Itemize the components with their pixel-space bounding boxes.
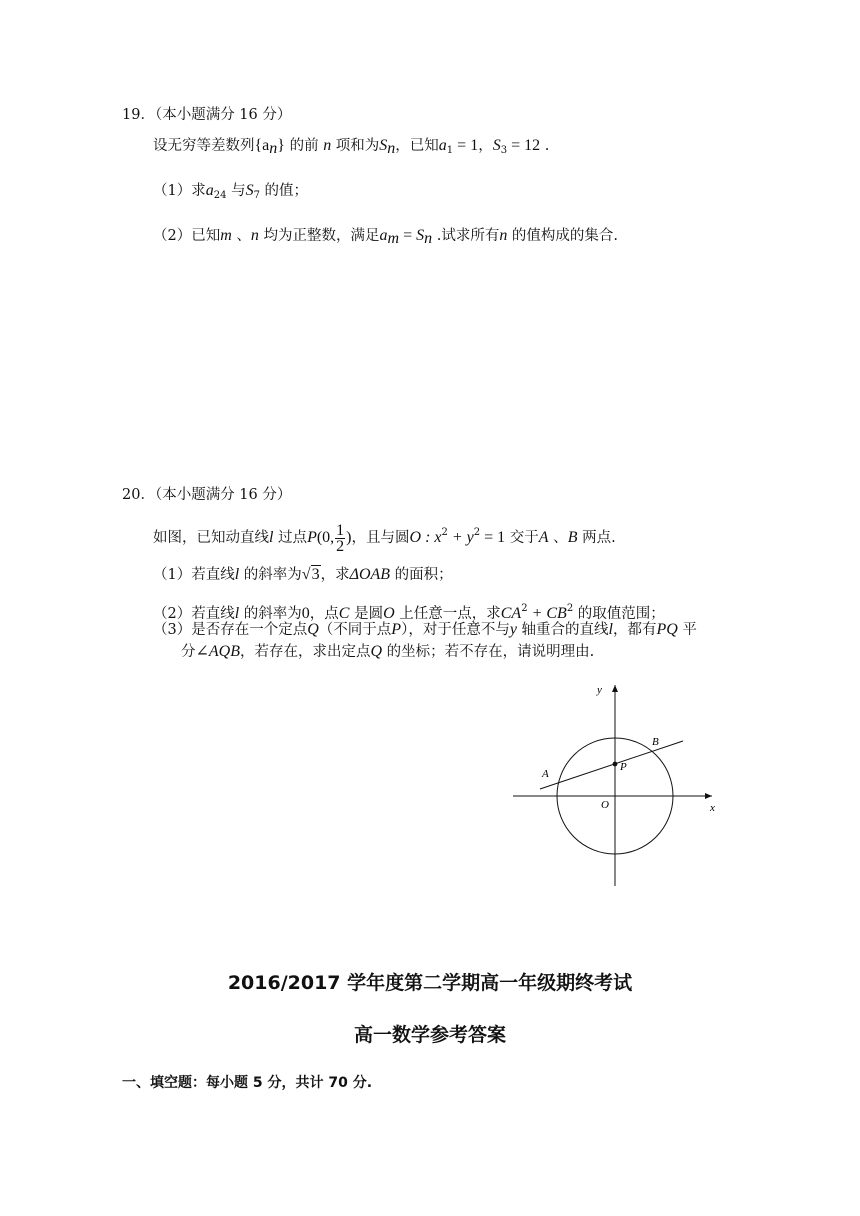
q19-part1: （1）求$a_{24}$ 与$S_7$ 的值；	[153, 182, 309, 201]
label-o: O	[601, 799, 609, 811]
q19-stem: 设无穷等差数列$\{a_n\}$ 的前 n 项和为$S_n$，已知$a_1 = 1$，$S_3 = 12$ .	[153, 137, 550, 157]
line-l	[540, 741, 683, 789]
q20-stem: 如图，已知动直线l 过点P(0, $\frac{1}{2}$ )，且与圆O : $x^2 + y^2 = 1$ 交于A 、B 两点.	[153, 521, 616, 555]
answer-title: 2016/2017 学年度第二学期高一年级期终考试	[227, 972, 633, 994]
q20-part2: （2）若直线l 的斜率为0，点C 是圆O 上任意一点，求$CA^2 + CB^2$ 的取值范围；	[153, 603, 665, 622]
sqrt-three: √3	[301, 566, 320, 583]
fraction-one-half: $\frac{1}{2}$	[336, 521, 345, 555]
circle-line-figure	[505, 675, 730, 890]
label-x: x	[710, 802, 715, 814]
label-a: A	[542, 768, 549, 780]
section-fill-in: 一、填空题：每小题 5 分，共计 70 分.	[122, 1075, 373, 1091]
label-y: y	[597, 684, 602, 696]
label-p: P	[620, 761, 627, 773]
point-p	[613, 762, 618, 767]
q20-header: 20．（本小题满分 16 分）	[122, 487, 292, 503]
q20-part3-line2: 分∠AQB，若存在，求出定点Q 的坐标；若不存在，请说明理由.	[181, 643, 595, 660]
label-b: B	[652, 736, 659, 748]
q19-header: 19．（本小题满分 16 分）	[122, 107, 292, 123]
q19-part2: （2）已知m 、n 均为正整数，满足$a_m = S_n$ .试求所有n 的值构成的集合.	[153, 227, 619, 247]
answer-subtitle: 高一数学参考答案	[353, 1024, 506, 1046]
q20-part3-line1: （3）是否存在一个定点Q（不同于点P），对于任意不与y 轴重合的直线l，都有PQ 平	[153, 621, 697, 638]
q20-part1: （1）若直线l 的斜率为√3，求ΔOAB 的面积；	[153, 566, 453, 583]
